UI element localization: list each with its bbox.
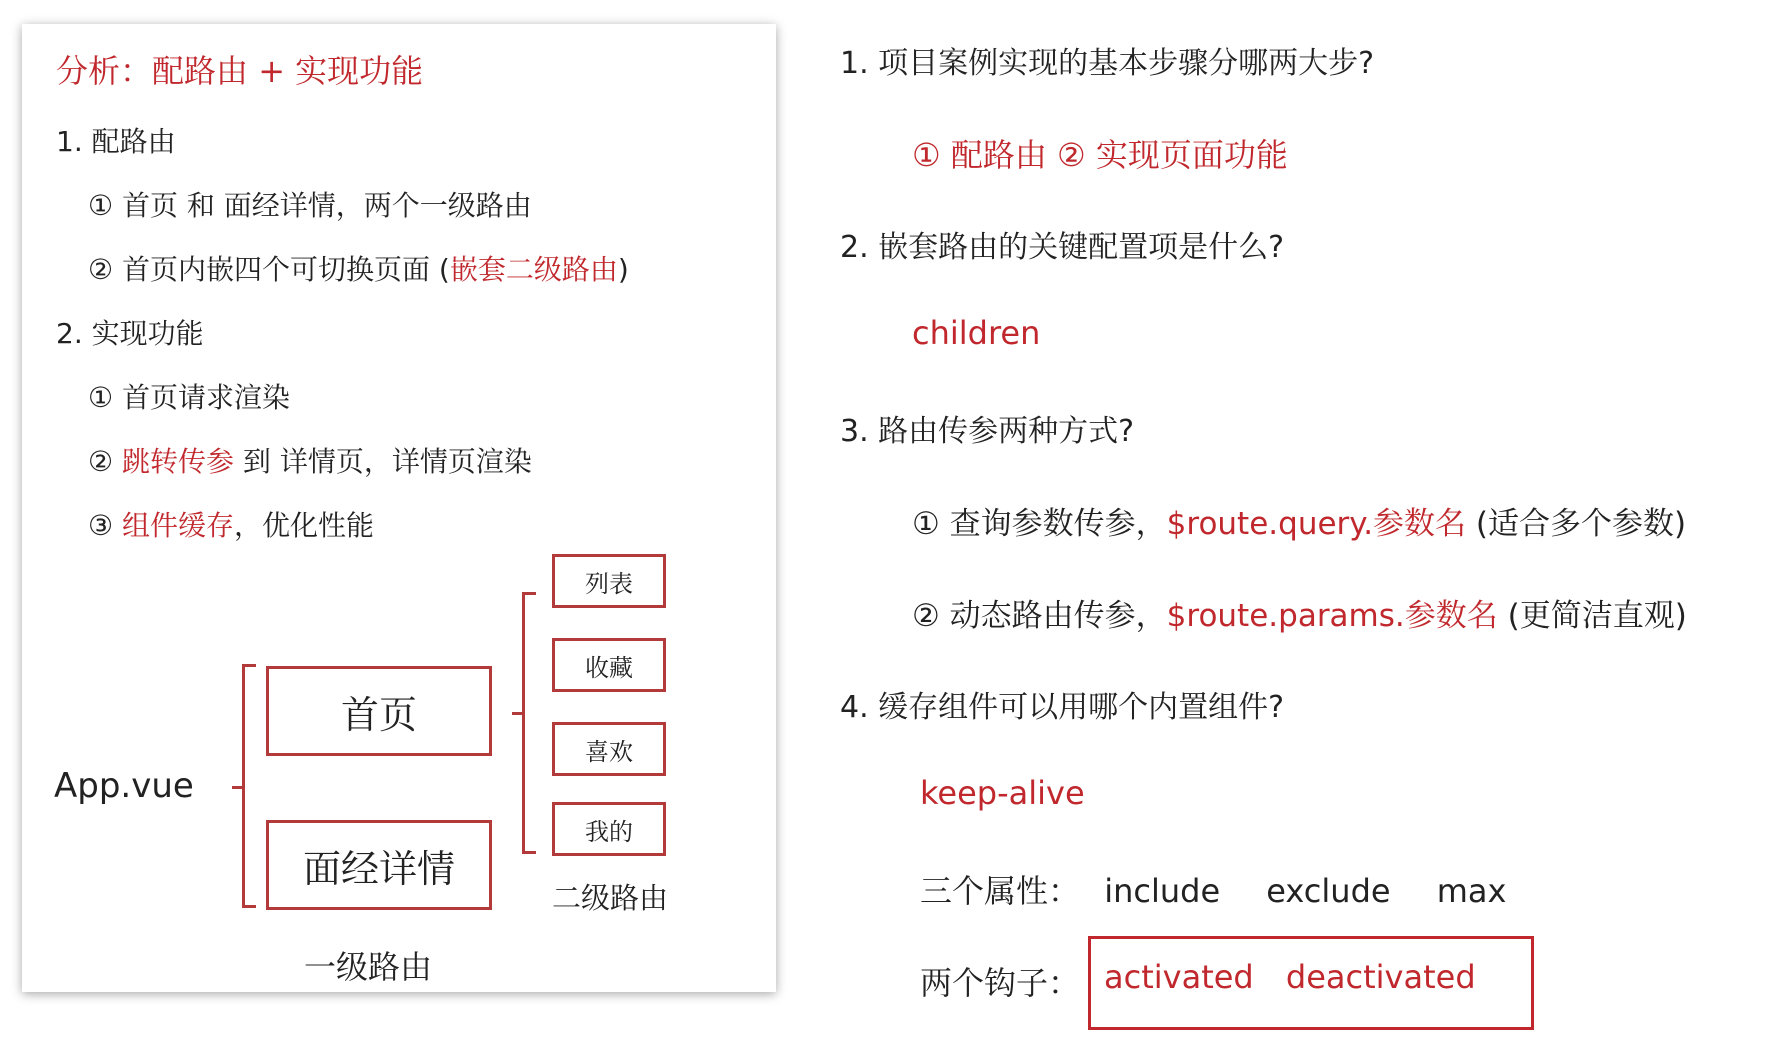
level2-box-mine: 我的 [552,802,666,856]
props-label: 三个属性： [920,872,1081,910]
section2-item3 [88,504,374,544]
answer-3-params [912,590,1687,635]
answer-1: ① 配路由 ② 实现页面功能 [912,136,1288,174]
section1-item1: ① 首页 和 面经详情，两个一级路由 [88,189,532,222]
hooks-values [1104,958,1476,996]
section2-item3-prefix: ③ [88,509,123,542]
level1-caption: 一级路由 [304,948,433,986]
answer-3-query-note: (适合多个参数) [1466,506,1687,542]
diagram-root-label: App.vue [54,766,194,806]
level2-box-likes: 喜欢 [552,722,666,776]
bracket-level1-top [242,664,256,667]
level2-box-favorites: 收藏 [552,638,666,692]
analysis-card [22,24,776,992]
question-4: 4. 缓存组件可以用哪个内置组件? [840,690,1285,725]
answer-3-query [912,498,1686,543]
section2-item3-red: 组件缓存 [122,509,235,542]
prop-include: include [1104,872,1221,910]
bracket-level2-tick [512,712,524,715]
level2-box-list: 列表 [552,554,666,608]
section1-item2-red: 嵌套二级路由 [449,253,618,286]
level1-box-home: 首页 [266,666,492,756]
prop-exclude: exclude [1266,872,1391,910]
section2-item2 [88,440,532,480]
section2-heading: 2. 实现功能 [56,317,204,350]
section2-item2-prefix: ② [88,445,123,478]
section1-item2-prefix: ② 首页内嵌四个可切换页面 ( [88,253,450,286]
hooks-label: 两个钩子： [920,964,1081,1002]
section2-item3-suffix: ，优化性能 [234,509,375,542]
level1-box-detail: 面经详情 [266,820,492,910]
answer-3-params-note: (更简洁直观) [1497,598,1687,634]
section1-item2 [88,248,629,288]
card-title [56,46,423,92]
card-title-text: 配路由 + 实现功能 [152,52,424,90]
answer-2: children [912,314,1041,352]
card-title-prefix: 分析： [56,52,153,90]
bracket-level2-top [522,592,536,595]
section2-item2-suffix: 到 详情页，详情页渲染 [234,445,532,478]
question-3: 3. 路由传参两种方式? [840,414,1135,449]
section1-item2-suffix: ) [617,253,629,286]
answer-3-params-code: $route.params.参数名 [1166,598,1498,634]
answer-3-query-code: $route.query.参数名 [1166,506,1467,542]
prop-max: max [1436,872,1507,910]
bracket-level2-bottom [522,851,536,854]
level2-caption: 二级路由 [552,881,669,915]
section2-item1: ① 首页请求渲染 [88,381,291,414]
answer-4: keep-alive [920,774,1085,812]
bracket-level1-bottom [242,905,256,908]
props-line [920,866,1506,912]
answer-3-query-prefix: ① 查询参数传参， [912,506,1167,542]
answer-3-params-prefix: ② 动态路由传参， [912,598,1167,634]
question-1: 1. 项目案例实现的基本步骤分哪两大步? [840,46,1375,81]
bracket-level1-tick [232,786,244,789]
hook-activated: activated [1104,958,1254,996]
bracket-level2-vertical [522,592,525,854]
section2-item2-red: 跳转传参 [122,445,235,478]
question-2: 2. 嵌套路由的关键配置项是什么? [840,230,1285,265]
section1-heading: 1. 配路由 [56,125,176,158]
hook-deactivated: deactivated [1285,958,1476,996]
